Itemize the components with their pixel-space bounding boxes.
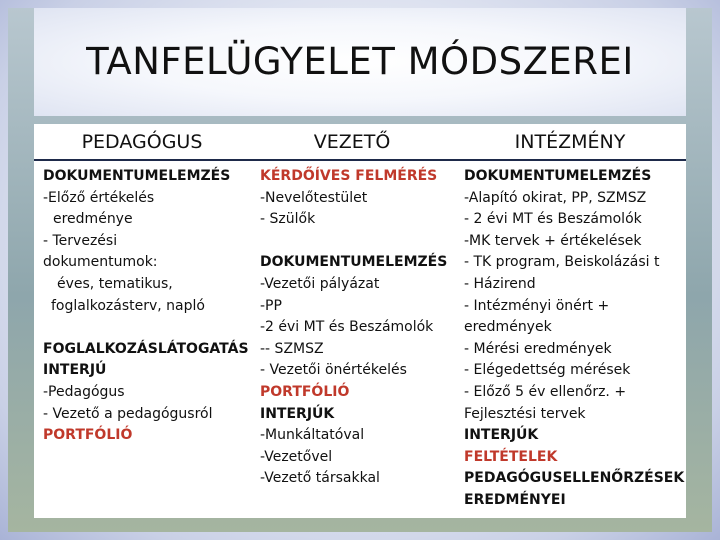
cell-line: -2 évi MT és Beszámolók [260, 319, 434, 336]
slide-title: TANFELÜGYELET MÓDSZEREI [86, 40, 634, 83]
cell-line: - Elégedettség mérések [464, 362, 631, 379]
cell-line: - Mérési eredmények [464, 340, 612, 357]
cell-line: - Tervezési [43, 232, 118, 249]
cell-line: dokumentumok: [43, 254, 158, 271]
cell-line: -Vezetővel [260, 448, 333, 465]
column-pedagogus [43, 166, 249, 447]
cell-line: eredmények [464, 319, 552, 336]
cell-line: DOKUMENTUMELEMZÉS [260, 254, 448, 271]
cell-line: KÉRDŐÍVES FELMÉRÉS [260, 168, 438, 184]
cell-line: -Pedagógus [43, 383, 125, 400]
cell-line: éves, tematikus, [57, 275, 173, 292]
cell-line: - Vezető a pedagógusról [43, 405, 213, 422]
cell-line: EREDMÉNYEI [464, 491, 566, 508]
column-intezmeny [464, 166, 684, 512]
header-separator [34, 159, 686, 161]
cell-line: DOKUMENTUMELEMZÉS [464, 168, 652, 184]
cell-line: PEDAGÓGUSELLENŐRZÉSEK [464, 470, 685, 487]
cell-line: - Házirend [464, 275, 536, 292]
cell-line: -MK tervek + értékelések [464, 232, 642, 249]
cell-line: PORTFÓLIÓ [260, 383, 350, 400]
cell-line: FELTÉTELEK [464, 448, 558, 465]
cell-line: - TK program, Beiskolázási t [464, 254, 660, 271]
cell-line: -Munkáltatóval [260, 427, 365, 444]
cell-line: eredménye [53, 211, 133, 228]
cell-line: INTERJÚ [43, 362, 107, 379]
cell-line: Fejlesztési tervek [464, 405, 586, 422]
cell-line: -Alapító okirat, PP, SZMSZ [464, 189, 647, 206]
cell-line: - Előző 5 év ellenőrz. + [464, 383, 627, 400]
cell-line: INTERJÚK [464, 427, 539, 444]
cell-line: PORTFÓLIÓ [43, 427, 133, 444]
header-intezmeny: INTÉZMÉNY [454, 124, 686, 160]
cell-line: - Szülők [260, 211, 316, 228]
cell-line: -- SZMSZ [260, 340, 324, 357]
cell-line: -Előző értékelés [43, 189, 155, 206]
cell-line: - Vezetői önértékelés [260, 362, 407, 379]
cell-line: -Nevelőtestület [260, 189, 368, 206]
cell-line [43, 317, 249, 339]
cell-line: -Vezető társakkal [260, 470, 380, 487]
header-vezeto: VEZETŐ [254, 124, 450, 160]
cell-line: - 2 évi MT és Beszámolók [464, 211, 642, 228]
cell-line: -Vezetői pályázat [260, 275, 380, 292]
cell-line: INTERJÚK [260, 405, 335, 422]
header-pedagogus: PEDAGÓGUS [34, 124, 250, 160]
cell-line: DOKUMENTUMELEMZÉS [43, 168, 231, 184]
cell-line: foglalkozásterv, napló [51, 297, 205, 314]
column-vezeto [260, 166, 447, 490]
cell-line: - Intézményi önért + [464, 297, 610, 314]
cell-line: -PP [260, 297, 282, 314]
cell-line: FOGLALKOZÁSLÁTOGATÁS [43, 340, 249, 357]
cell-line [260, 231, 447, 253]
